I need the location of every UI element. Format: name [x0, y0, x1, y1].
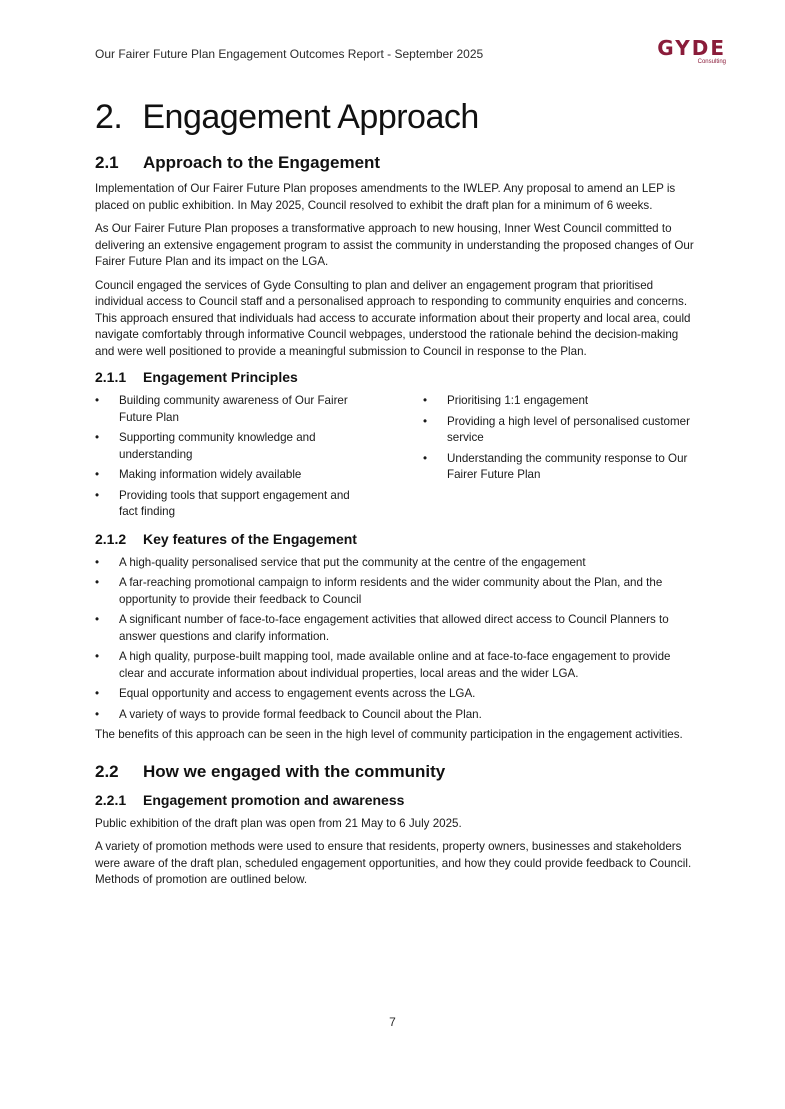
list-item: • A variety of ways to provide formal feedback to Council about the Plan.: [95, 707, 695, 724]
list-item: • Equal opportunity and access to engagement events across the LGA.: [95, 686, 695, 703]
page-content: [95, 94, 695, 896]
running-header: Our Fairer Future Plan Engagement Outcomes Report - September 2025: [95, 47, 484, 61]
list-item: • Understanding the community response to Our Fairer Future Plan: [423, 451, 695, 484]
heading-2-1: [95, 152, 695, 174]
paragraph-2-2-1-b: A variety of promotion methods were used to ensure that residents, property owners, businesses and stakeholders were aware of the draft plan, scheduled engagement opportunities, and how they could provide feedback to Council. Methods of promotion are outlined below.: [95, 840, 692, 886]
list-item: • Making information widely available: [95, 467, 367, 484]
list-item: • Providing a high level of personalised customer service: [423, 414, 695, 447]
heading-2-1-number: 2.1: [95, 153, 119, 172]
heading-2-2-1-title: Engagement promotion and awareness: [143, 791, 405, 808]
paragraph-2-1-b: As Our Fairer Future Plan proposes a transformative approach to new housing, Inner West Council committed to delivering an extensive engagement program to assist the community in understanding the proposed changes of Our Fairer Future Plan and its impact on the LGA.: [95, 222, 694, 268]
logo-subtitle: Consulting: [697, 59, 726, 65]
heading-2-1-1-number: 2.1.1: [95, 369, 127, 385]
heading-2-2-title: How we engaged with the community: [143, 761, 446, 781]
principles-columns: [95, 393, 695, 525]
heading-2-1-2-title: Key features of the Engagement: [143, 530, 357, 547]
heading-2-2-1-number: 2.2.1: [95, 791, 127, 808]
section-heading: [95, 94, 695, 140]
list-item: • Supporting community knowledge and understanding: [95, 430, 367, 463]
heading-2-2: [95, 761, 695, 783]
paragraph-2-1-2-closing: The benefits of this approach can be seen in the high level of community participation in the engagement activities.: [95, 728, 683, 741]
list-item: • Providing tools that support engagement and fact finding: [95, 488, 367, 521]
list-item: • Building community awareness of Our Fairer Future Plan: [95, 393, 367, 426]
list-item: • A far-reaching promotional campaign to inform residents and the wider community about the Plan, and the opportunity to provide their feedback to Council: [95, 575, 695, 608]
list-item: • A significant number of face-to-face engagement activities that allowed direct access to Council Planners to answer questions and clarify information.: [95, 612, 695, 645]
heading-2-1-title: Approach to the Engagement: [143, 153, 381, 172]
heading-2-2-number: 2.2: [95, 761, 119, 781]
principles-list-left: [95, 393, 367, 525]
heading-2-2-1: [95, 790, 695, 810]
paragraph-2-2-1-a: Public exhibition of the draft plan was open from 21 May to 6 July 2025.: [95, 816, 462, 830]
principles-list-right: [423, 393, 695, 525]
list-item: • Prioritising 1:1 engagement: [423, 393, 695, 410]
heading-2-1-1: [95, 367, 695, 387]
gyde-logo: [636, 38, 726, 70]
logo-wordmark: GYDE: [657, 36, 726, 60]
heading-2-1-2: [95, 529, 695, 549]
paragraph-2-1-c: Council engaged the services of Gyde Consulting to plan and deliver an engagement program that prioritised individual access to Council staff and a personalised approach to responding to community enquiries and concerns. This approach ensured that individuals had access to accurate information about their property and local area, could navigate comfortably through informative Council webpages, understood the rationale behind the decision-making and were well positioned to provide a meaningful submission to Council in response to the Plan.: [95, 278, 691, 358]
heading-2-1-2-number: 2.1.2: [95, 530, 127, 547]
list-item: • A high quality, purpose-built mapping tool, made available online and at face-to-face engagement to provide clear and accurate information about individual properties, local areas and the wider LGA.: [95, 649, 695, 682]
section-number: 2.: [95, 98, 123, 136]
key-features-list: [95, 555, 695, 724]
section-title: Engagement Approach: [142, 98, 479, 136]
paragraph-2-1-a: Implementation of Our Fairer Future Plan proposes amendments to the IWLEP. Any proposal to amend an LEP is placed on public exhibition. In May 2025, Council resolved to exhibit the draft plan for a minimum of 6 weeks.: [95, 182, 676, 212]
heading-2-1-1-title: Engagement Principles: [143, 369, 298, 385]
list-item: • A high-quality personalised service that put the community at the centre of the engagement: [95, 555, 695, 572]
page-number: 7: [389, 1015, 396, 1029]
